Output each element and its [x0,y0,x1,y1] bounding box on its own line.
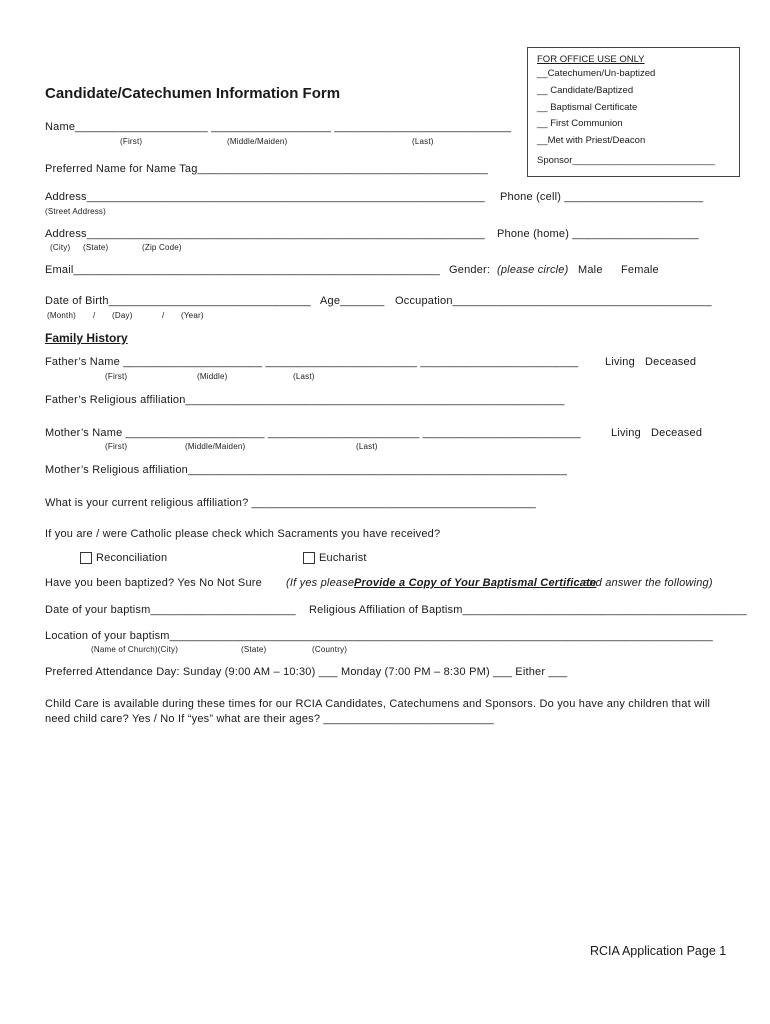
name-middle-hint: (Middle/Maiden) [227,137,288,146]
eucharist-checkbox[interactable] [303,552,315,564]
age-field[interactable]: Age_______ [320,295,385,307]
mother-middle-hint: (Middle/Maiden) [185,442,246,451]
street-address-field[interactable]: Address_______________________________________________________________ [45,191,485,203]
phone-cell-field[interactable]: Phone (cell) ______________________ [500,191,704,203]
office-item-communion: __ First Communion [537,118,623,129]
street-address-hint: (Street Address) [45,207,107,216]
office-item-candidate: __ Candidate/Baptized [537,85,634,96]
father-affiliation-field[interactable]: Father’s Religious affiliation____________________________________________________________ [45,394,565,406]
mother-living-option[interactable]: Living [611,427,641,439]
mother-name-field[interactable]: Mother’s Name ______________________ ________________________ _________________________ [45,427,581,439]
dob-slash-2: / [162,311,165,320]
mother-deceased-option[interactable]: Deceased [651,427,703,439]
date-of-birth-field[interactable]: Date of Birth________________________________ [45,295,311,307]
dob-slash-1: / [93,311,96,320]
occupation-field[interactable]: Occupation_________________________________________ [395,295,712,307]
father-first-hint: (First) [105,372,128,381]
baptism-location-field[interactable]: Location of your baptism______________________________________________________________________________________ [45,630,713,642]
father-deceased-option[interactable]: Deceased [645,356,697,368]
gender-hint: (please circle) [497,264,569,276]
baptized-provide-certificate: Provide a Copy of Your Baptismal Certificate [354,577,597,589]
zip-hint: (Zip Code) [142,243,182,252]
name-field[interactable]: Name_____________________ ___________________ ____________________________ [45,121,512,133]
city-state-zip-field[interactable]: Address_______________________________________________________________ [45,228,485,240]
form-title: Candidate/Catechumen Information Form [45,85,341,102]
dob-year-hint: (Year) [181,311,204,320]
mother-first-hint: (First) [105,442,128,451]
office-item-catechumen: __Catechumen/Un-baptized [537,68,656,79]
father-name-field[interactable]: Father’s Name ______________________ ________________________ _________________________ [45,356,579,368]
preferred-name-field[interactable]: Preferred Name for Name Tag______________________________________________ [45,163,489,175]
office-item-certificate: __ Baptismal Certificate [537,102,638,113]
father-middle-hint: (Middle) [197,372,228,381]
childcare-line-1: Child Care is available during these times for our RCIA Candidates, Catechumens and Sponsors. Do you have any children that will [45,698,711,710]
email-field[interactable]: Email__________________________________________________________ [45,264,440,276]
state-hint: (State) [83,243,109,252]
city-hint: (City) [50,243,71,252]
page-footer: RCIA Application Page 1 [590,944,727,958]
dob-month-hint: (Month) [47,311,76,320]
reconciliation-label: Reconciliation [96,552,168,564]
gender-male-option[interactable]: Male [578,264,603,276]
eucharist-label: Eucharist [319,552,367,564]
reconciliation-checkbox[interactable] [80,552,92,564]
office-item-met-priest: __Met with Priest/Deacon [537,135,646,146]
current-affiliation-field[interactable]: What is your current religious affiliation? _____________________________________________ [45,497,536,509]
baptized-and-answer: and answer the following) [583,577,713,589]
baptism-country-hint: (Country) [312,645,348,654]
office-use-box [527,47,740,177]
baptism-church-city-hint: (Name of Church)(City) [91,645,179,654]
office-sponsor: Sponsor___________________________ [537,155,716,166]
gender-female-option[interactable]: Female [621,264,659,276]
baptized-question[interactable]: Have you been baptized? Yes No Not Sure [45,577,262,589]
father-last-hint: (Last) [293,372,315,381]
family-history-heading: Family History [45,331,128,345]
sacraments-question: If you are / were Catholic please check which Sacraments you have received? [45,528,441,540]
father-living-option[interactable]: Living [605,356,635,368]
office-title: FOR OFFICE USE ONLY [537,54,645,65]
baptism-date-field[interactable]: Date of your baptism_______________________ [45,604,296,616]
mother-affiliation-field[interactable]: Mother’s Religious affiliation____________________________________________________________ [45,464,568,476]
dob-day-hint: (Day) [112,311,133,320]
name-last-hint: (Last) [412,137,434,146]
attendance-day-field[interactable]: Preferred Attendance Day: Sunday (9:00 AM – 10:30) ___ Monday (7:00 PM – 8:30 PM) ___ Either ___ [45,666,568,678]
gender-label: Gender: [449,264,491,276]
baptized-if-yes: (If yes please [286,577,355,589]
mother-last-hint: (Last) [356,442,378,451]
baptism-state-hint: (State) [241,645,267,654]
baptism-affiliation-field[interactable]: Religious Affiliation of Baptism_____________________________________________ [309,604,747,616]
name-first-hint: (First) [120,137,143,146]
childcare-line-2[interactable]: need child care? Yes / No If “yes” what are their ages? ___________________________ [45,713,494,725]
phone-home-field[interactable]: Phone (home) ____________________ [497,228,699,240]
